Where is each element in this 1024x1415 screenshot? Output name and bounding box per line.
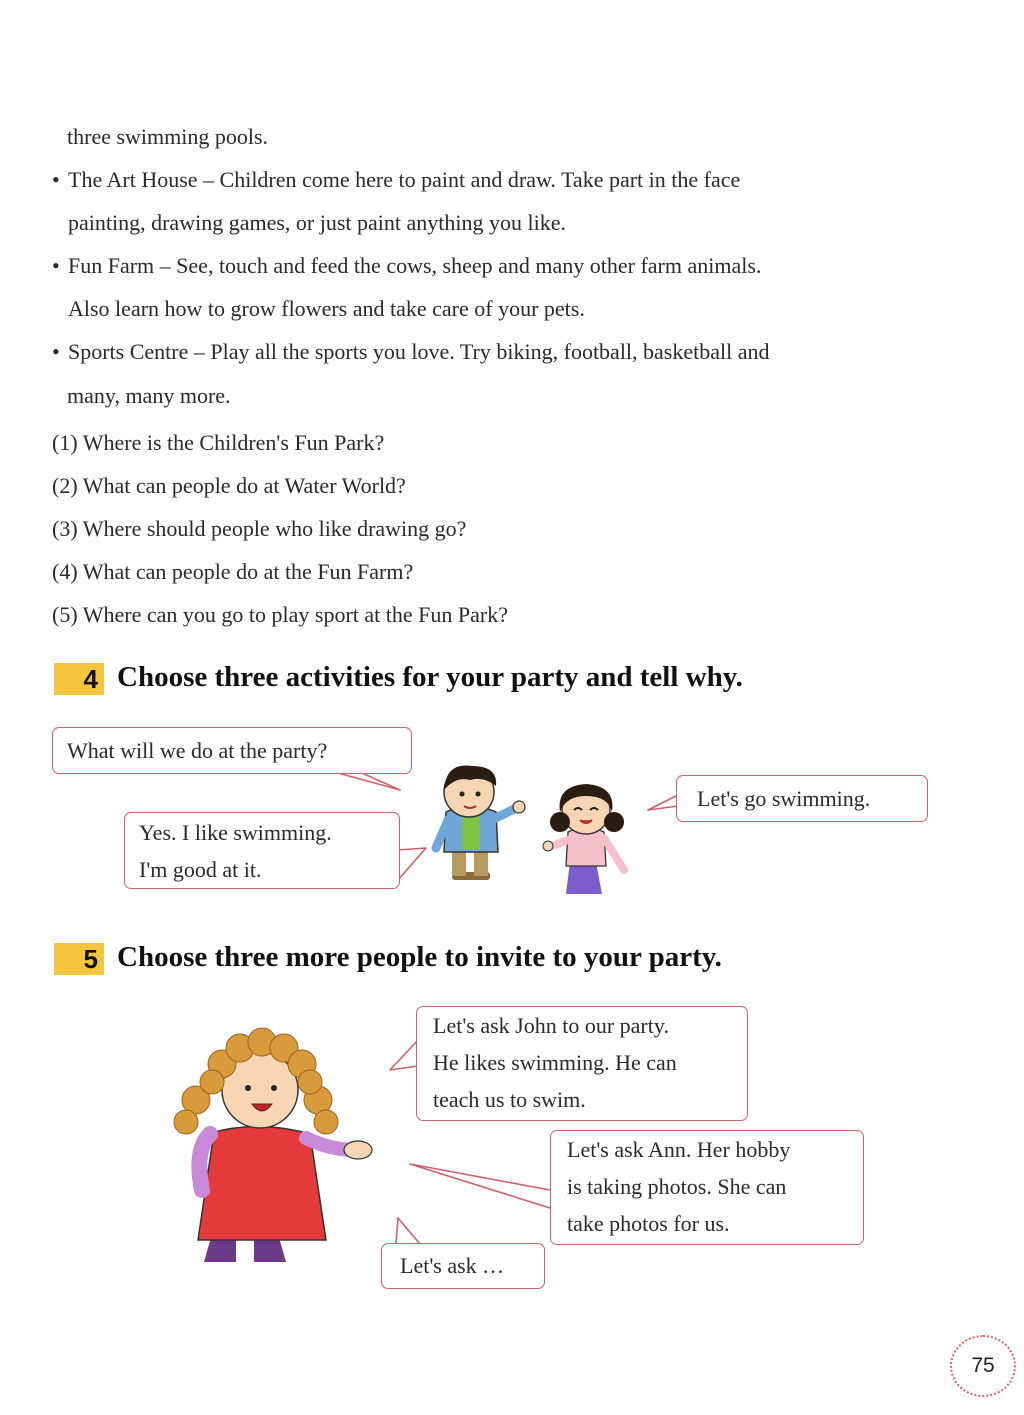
question-4: (4) What can people do at the Fun Farm?	[52, 559, 414, 584]
bullet-fun-farm-line2: Also learn how to grow flowers and take care of your pets.	[68, 296, 585, 321]
speech-bubble-john	[416, 1006, 748, 1121]
bubble-john-line2: He likes swimming. He can	[433, 1050, 677, 1075]
bullet-icon: •	[52, 339, 60, 364]
page-number: 75	[950, 1335, 1016, 1397]
bubble-ann-line3: take photos for us.	[567, 1211, 730, 1236]
speech-bubble-suggestion	[676, 775, 928, 822]
speech-bubble-answer	[124, 812, 400, 889]
bubble-tail-question	[338, 773, 400, 790]
section-4-number-badge: 4	[54, 663, 104, 695]
bullet-icon: •	[52, 253, 60, 278]
bullet-art-house-line1	[52, 167, 740, 193]
boy-illustration	[436, 766, 525, 881]
curly-girl-illustration	[174, 1028, 372, 1262]
reading-intro-line: three swimming pools.	[67, 124, 269, 149]
bullet-art-house-line2: painting, drawing games, or just paint anything you like.	[68, 210, 566, 235]
girl-illustration	[543, 784, 624, 894]
section-5-number-badge: 5	[54, 943, 104, 975]
bubble-prompt-text: Let's ask …	[400, 1253, 505, 1278]
question-2: (2) What can people do at Water World?	[52, 473, 406, 498]
bubble-answer-line1: Yes. I like swimming.	[139, 820, 332, 845]
speech-bubble-ann	[550, 1130, 864, 1245]
bubble-tail-john	[390, 1040, 418, 1070]
bubble-ann-line2: is taking photos. She can	[567, 1174, 787, 1199]
bullet-text: Fun Farm – See, touch and feed the cows, sheep and many other farm animals.	[68, 253, 762, 278]
question-1: (1) Where is the Children's Fun Park?	[52, 430, 385, 455]
bullet-sports-centre-line1	[52, 339, 770, 365]
bubble-tail-prompt	[396, 1218, 420, 1244]
section-4-title: Choose three activities for your party and tell why.	[117, 661, 743, 693]
bubble-tail-answer	[398, 848, 426, 880]
question-3: (3) Where should people who like drawing go?	[52, 516, 467, 541]
bubble-question-text: What will we do at the party?	[67, 738, 328, 763]
question-5: (5) Where can you go to play sport at the Fun Park?	[52, 602, 508, 627]
speech-bubble-question	[52, 727, 412, 774]
bubble-tail-suggestion	[648, 795, 678, 810]
bubble-suggestion-text: Let's go swimming.	[697, 786, 871, 811]
bullet-icon: •	[52, 167, 60, 192]
bubble-john-line1: Let's ask John to our party.	[433, 1013, 669, 1038]
bullet-sports-centre-line2: many, many more.	[67, 383, 231, 408]
bullet-text: The Art House – Children come here to paint and draw. Take part in the face	[68, 167, 741, 192]
bullet-text: Sports Centre – Play all the sports you love. Try biking, football, basketball and	[68, 339, 770, 364]
bubble-john-line3: teach us to swim.	[433, 1087, 586, 1112]
section-5-title: Choose three more people to invite to your party.	[117, 941, 722, 973]
bubble-ann-line1: Let's ask Ann. Her hobby	[567, 1137, 791, 1162]
speech-bubble-prompt	[381, 1243, 545, 1289]
bullet-fun-farm-line1	[52, 253, 761, 279]
bubble-tail-ann	[410, 1164, 550, 1208]
bubble-answer-line2: I'm good at it.	[139, 857, 262, 882]
